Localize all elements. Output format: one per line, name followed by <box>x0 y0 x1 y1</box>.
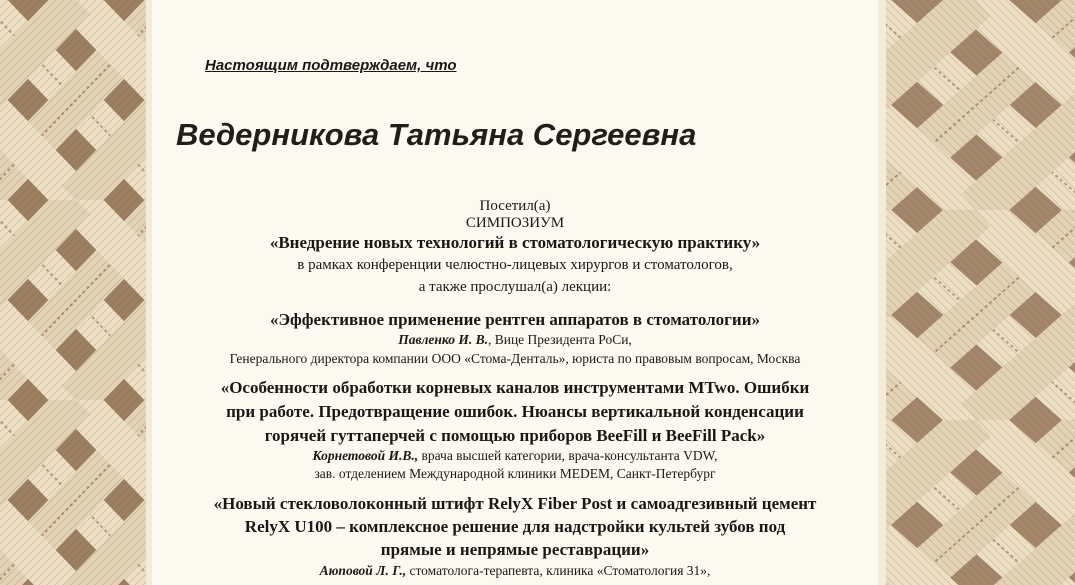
decorative-border-left <box>0 0 152 585</box>
speaker-name: Павленко И. В. <box>398 332 488 347</box>
lecture-title-line: горячей гуттаперчей с помощью приборов BeeFill и BeeFill Pack» <box>264 426 766 445</box>
lecture-title-line: «Особенности обработки корневых каналов инструментами MTwo. Ошибки <box>220 378 810 397</box>
lecture-title-line: «Эффективное применение рентген аппаратов в стоматологии» <box>269 310 760 329</box>
event-context: в рамках конференции челюстно-лицевых хирургов и стоматологов, <box>297 257 733 273</box>
lecture-title-line: при работе. Предотвращение ошибок. Нюансы вертикальной конденсации <box>226 402 804 421</box>
speaker-position: , Вице Президента РоСи, <box>487 332 632 347</box>
lecture-title-line: RelyX U100 – комплексное решение для надстройки культей зубов под <box>244 517 786 536</box>
attended-label: Посетил(а) <box>479 198 551 214</box>
event-title: «Внедрение новых технологий в стоматологическую практику» <box>269 233 761 252</box>
speaker-position: врача высшей категории, врача-консультанта VDW, <box>418 448 718 463</box>
lecture-speaker <box>152 563 878 579</box>
speaker-position: стоматолога-терапевта, клиника «Стоматология 31», <box>406 563 711 578</box>
decorative-border-right <box>878 0 1075 585</box>
event-type: СИМПОЗИУМ <box>465 215 565 231</box>
lecture-speaker-details: Генерального директора компании ООО «Стома-Денталь», юриста по правовым вопросам, Москва <box>229 351 801 366</box>
lectures-intro: а также прослушал(а) лекции: <box>418 279 612 295</box>
lecture-title-line: прямые и непрямые реставрации» <box>380 540 650 559</box>
lecture-speaker <box>152 448 878 464</box>
lecture-speaker-details: зав. отделением Международной клиники MEDEM, Санкт-Петербург <box>314 466 716 481</box>
speaker-name: Аюповой Л. Г., <box>319 563 407 578</box>
confirmation-text: Настоящим подтверждаем, что <box>205 57 457 74</box>
lecture-title-line: «Новый стекловолоконный штифт RelyX Fiber Post и самоадгезивный цемент <box>213 494 817 513</box>
certificate-body <box>152 0 878 585</box>
recipient-name: Ведерникова Татьяна Сергеевна <box>176 117 697 152</box>
speaker-name: Корнетовой И.В., <box>312 448 419 463</box>
lecture-speaker <box>152 332 878 348</box>
